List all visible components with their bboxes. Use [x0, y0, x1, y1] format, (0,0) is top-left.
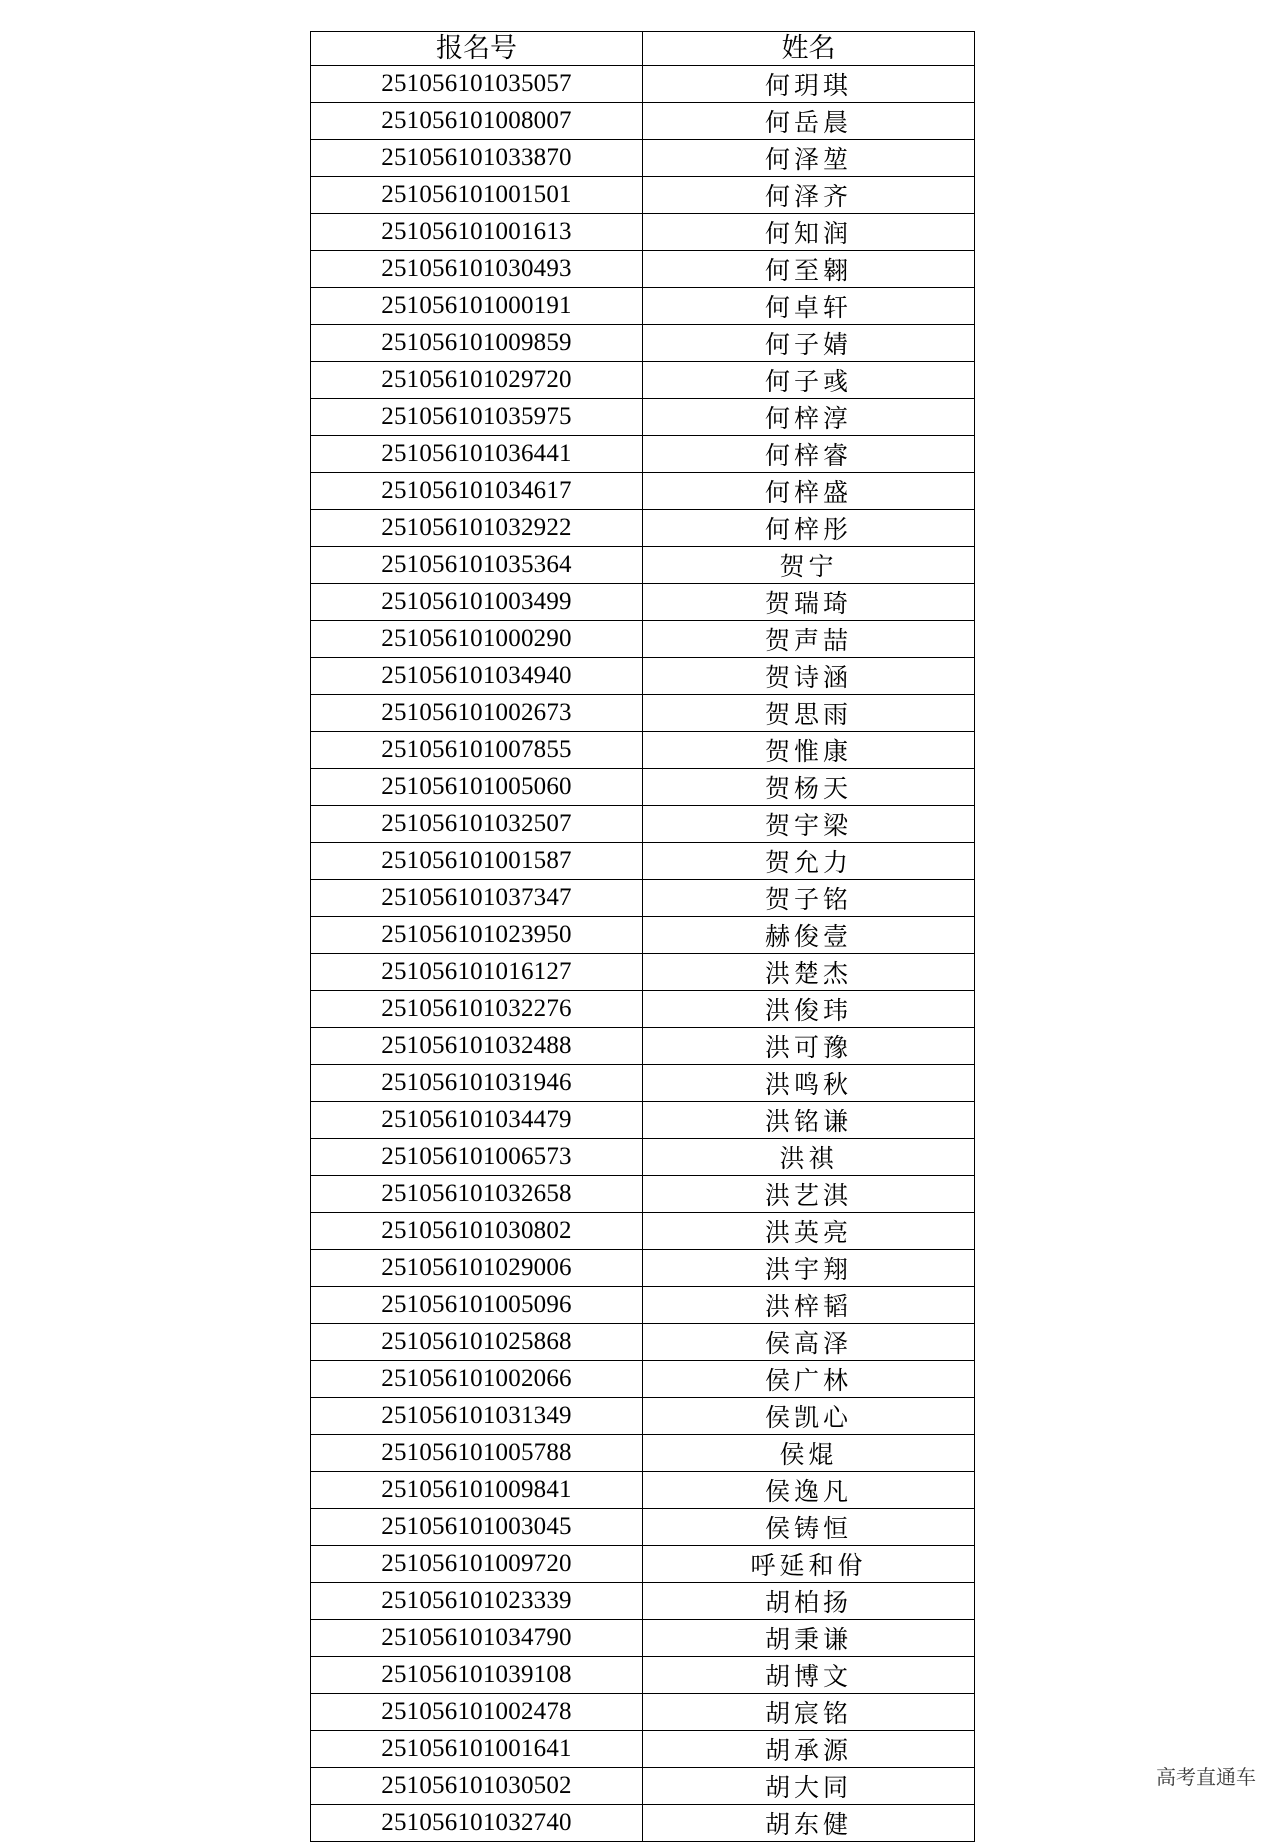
name-cell: 洪可豫 [643, 1028, 975, 1065]
table-row [311, 1657, 975, 1694]
registration-number-cell: 251056101005060 [311, 769, 643, 806]
name-cell: 贺惟康 [643, 732, 975, 769]
registration-number-cell: 251056101009859 [311, 325, 643, 362]
name-cell: 洪英亮 [643, 1213, 975, 1250]
registration-number-cell: 251056101035364 [311, 547, 643, 584]
registration-number-cell: 251056101005096 [311, 1287, 643, 1324]
table-row [311, 621, 975, 658]
name-cell: 何至翱 [643, 251, 975, 288]
registration-number-cell: 251056101030502 [311, 1768, 643, 1805]
name-cell: 侯高泽 [643, 1324, 975, 1361]
registration-number-cell: 251056101035975 [311, 399, 643, 436]
registration-number-cell: 251056101023339 [311, 1583, 643, 1620]
table-row [311, 1583, 975, 1620]
table-row [311, 177, 975, 214]
header-row [311, 32, 975, 66]
registration-number-cell: 251056101036441 [311, 436, 643, 473]
table-row [311, 732, 975, 769]
name-cell: 何卓轩 [643, 288, 975, 325]
name-cell: 何知润 [643, 214, 975, 251]
name-cell: 贺允力 [643, 843, 975, 880]
name-cell: 贺瑞琦 [643, 584, 975, 621]
name-cell: 呼延和佾 [643, 1546, 975, 1583]
registration-number-cell: 251056101001587 [311, 843, 643, 880]
table-row [311, 584, 975, 621]
name-cell: 洪楚杰 [643, 954, 975, 991]
registration-number-cell: 251056101000290 [311, 621, 643, 658]
table-row [311, 1620, 975, 1657]
name-cell: 贺诗涵 [643, 658, 975, 695]
registration-number-cell: 251056101016127 [311, 954, 643, 991]
registration-number-cell: 251056101001501 [311, 177, 643, 214]
registration-number-cell: 251056101035057 [311, 66, 643, 103]
table-row [311, 1361, 975, 1398]
name-cell: 胡宸铭 [643, 1694, 975, 1731]
name-cell: 贺宇梁 [643, 806, 975, 843]
registration-number-cell: 251056101007855 [311, 732, 643, 769]
table-row [311, 880, 975, 917]
name-cell: 洪俊玮 [643, 991, 975, 1028]
name-cell: 侯铸恒 [643, 1509, 975, 1546]
registration-number-cell: 251056101030493 [311, 251, 643, 288]
name-cell: 何梓睿 [643, 436, 975, 473]
name-cell: 洪铭谦 [643, 1102, 975, 1139]
registration-number-cell: 251056101006573 [311, 1139, 643, 1176]
table-row [311, 103, 975, 140]
name-cell: 何梓彤 [643, 510, 975, 547]
name-cell: 何泽堃 [643, 140, 975, 177]
name-cell: 洪鸣秋 [643, 1065, 975, 1102]
name-cell: 洪祺 [643, 1139, 975, 1176]
header-name: 姓名 [643, 32, 975, 66]
table-row [311, 399, 975, 436]
table-row [311, 547, 975, 584]
registration-number-cell: 251056101001613 [311, 214, 643, 251]
registration-number-cell: 251056101008007 [311, 103, 643, 140]
registration-number-cell: 251056101002673 [311, 695, 643, 732]
table-row [311, 325, 975, 362]
table-row [311, 473, 975, 510]
registration-number-cell: 251056101003499 [311, 584, 643, 621]
name-cell: 侯焜 [643, 1435, 975, 1472]
table-row [311, 1546, 975, 1583]
table-row [311, 1065, 975, 1102]
name-cell: 胡秉谦 [643, 1620, 975, 1657]
registration-number-cell: 251056101029720 [311, 362, 643, 399]
table-row [311, 1176, 975, 1213]
registration-number-cell: 251056101039108 [311, 1657, 643, 1694]
registration-number-cell: 251056101031946 [311, 1065, 643, 1102]
registration-number-cell: 251056101034790 [311, 1620, 643, 1657]
name-cell: 何子彧 [643, 362, 975, 399]
name-cell: 胡东健 [643, 1805, 975, 1842]
table-row [311, 991, 975, 1028]
table-row [311, 695, 975, 732]
roster-table [310, 31, 975, 1842]
name-cell: 贺子铭 [643, 880, 975, 917]
registration-number-cell: 251056101029006 [311, 1250, 643, 1287]
table-row [311, 1694, 975, 1731]
name-cell: 何岳晨 [643, 103, 975, 140]
name-cell: 何梓淳 [643, 399, 975, 436]
registration-number-cell: 251056101032276 [311, 991, 643, 1028]
name-cell: 胡大同 [643, 1768, 975, 1805]
table-row [311, 843, 975, 880]
name-cell: 侯广林 [643, 1361, 975, 1398]
roster-body [311, 66, 975, 1842]
name-cell: 贺杨天 [643, 769, 975, 806]
table-row [311, 658, 975, 695]
registration-number-cell: 251056101005788 [311, 1435, 643, 1472]
table-row [311, 1287, 975, 1324]
registration-number-cell: 251056101009841 [311, 1472, 643, 1509]
registration-number-cell: 251056101003045 [311, 1509, 643, 1546]
registration-number-cell: 251056101037347 [311, 880, 643, 917]
name-cell: 侯逸凡 [643, 1472, 975, 1509]
table-row [311, 954, 975, 991]
table-row [311, 214, 975, 251]
table-row [311, 1768, 975, 1805]
table-row [311, 1139, 975, 1176]
registration-number-cell: 251056101032740 [311, 1805, 643, 1842]
table-row [311, 917, 975, 954]
registration-number-cell: 251056101002066 [311, 1361, 643, 1398]
table-row [311, 1472, 975, 1509]
name-cell: 洪梓韬 [643, 1287, 975, 1324]
name-cell: 胡博文 [643, 1657, 975, 1694]
registration-number-cell: 251056101032922 [311, 510, 643, 547]
name-cell: 何梓盛 [643, 473, 975, 510]
table-row [311, 806, 975, 843]
watermark-text: 高考直通车 [1156, 1765, 1256, 1789]
name-cell: 胡柏扬 [643, 1583, 975, 1620]
registration-number-cell: 251056101000191 [311, 288, 643, 325]
name-cell: 贺声喆 [643, 621, 975, 658]
registration-number-cell: 251056101033870 [311, 140, 643, 177]
table-row [311, 1250, 975, 1287]
name-cell: 胡承源 [643, 1731, 975, 1768]
table-row [311, 66, 975, 103]
name-cell: 贺宁 [643, 547, 975, 584]
table-row [311, 362, 975, 399]
name-cell: 何泽齐 [643, 177, 975, 214]
registration-number-cell: 251056101034479 [311, 1102, 643, 1139]
table-row [311, 1731, 975, 1768]
table-row [311, 510, 975, 547]
registration-number-cell: 251056101001641 [311, 1731, 643, 1768]
registration-number-cell: 251056101034617 [311, 473, 643, 510]
registration-number-cell: 251056101032507 [311, 806, 643, 843]
registration-number-cell: 251056101009720 [311, 1546, 643, 1583]
roster-sheet [310, 31, 974, 1842]
registration-number-cell: 251056101032488 [311, 1028, 643, 1065]
table-row [311, 140, 975, 177]
name-cell: 侯凯心 [643, 1398, 975, 1435]
name-cell: 何玥琪 [643, 66, 975, 103]
name-cell: 赫俊壹 [643, 917, 975, 954]
registration-number-cell: 251056101034940 [311, 658, 643, 695]
header-registration-number: 报名号 [311, 32, 643, 66]
registration-number-cell: 251056101030802 [311, 1213, 643, 1250]
table-row [311, 769, 975, 806]
table-row [311, 436, 975, 473]
table-row [311, 1102, 975, 1139]
table-row [311, 288, 975, 325]
table-row [311, 1213, 975, 1250]
name-cell: 洪艺淇 [643, 1176, 975, 1213]
table-row [311, 1324, 975, 1361]
table-row [311, 1805, 975, 1842]
table-row [311, 1028, 975, 1065]
name-cell: 洪宇翔 [643, 1250, 975, 1287]
table-row [311, 251, 975, 288]
table-row [311, 1509, 975, 1546]
table-row [311, 1398, 975, 1435]
registration-number-cell: 251056101023950 [311, 917, 643, 954]
name-cell: 贺思雨 [643, 695, 975, 732]
registration-number-cell: 251056101025868 [311, 1324, 643, 1361]
name-cell: 何子婧 [643, 325, 975, 362]
registration-number-cell: 251056101032658 [311, 1176, 643, 1213]
registration-number-cell: 251056101031349 [311, 1398, 643, 1435]
table-row [311, 1435, 975, 1472]
registration-number-cell: 251056101002478 [311, 1694, 643, 1731]
